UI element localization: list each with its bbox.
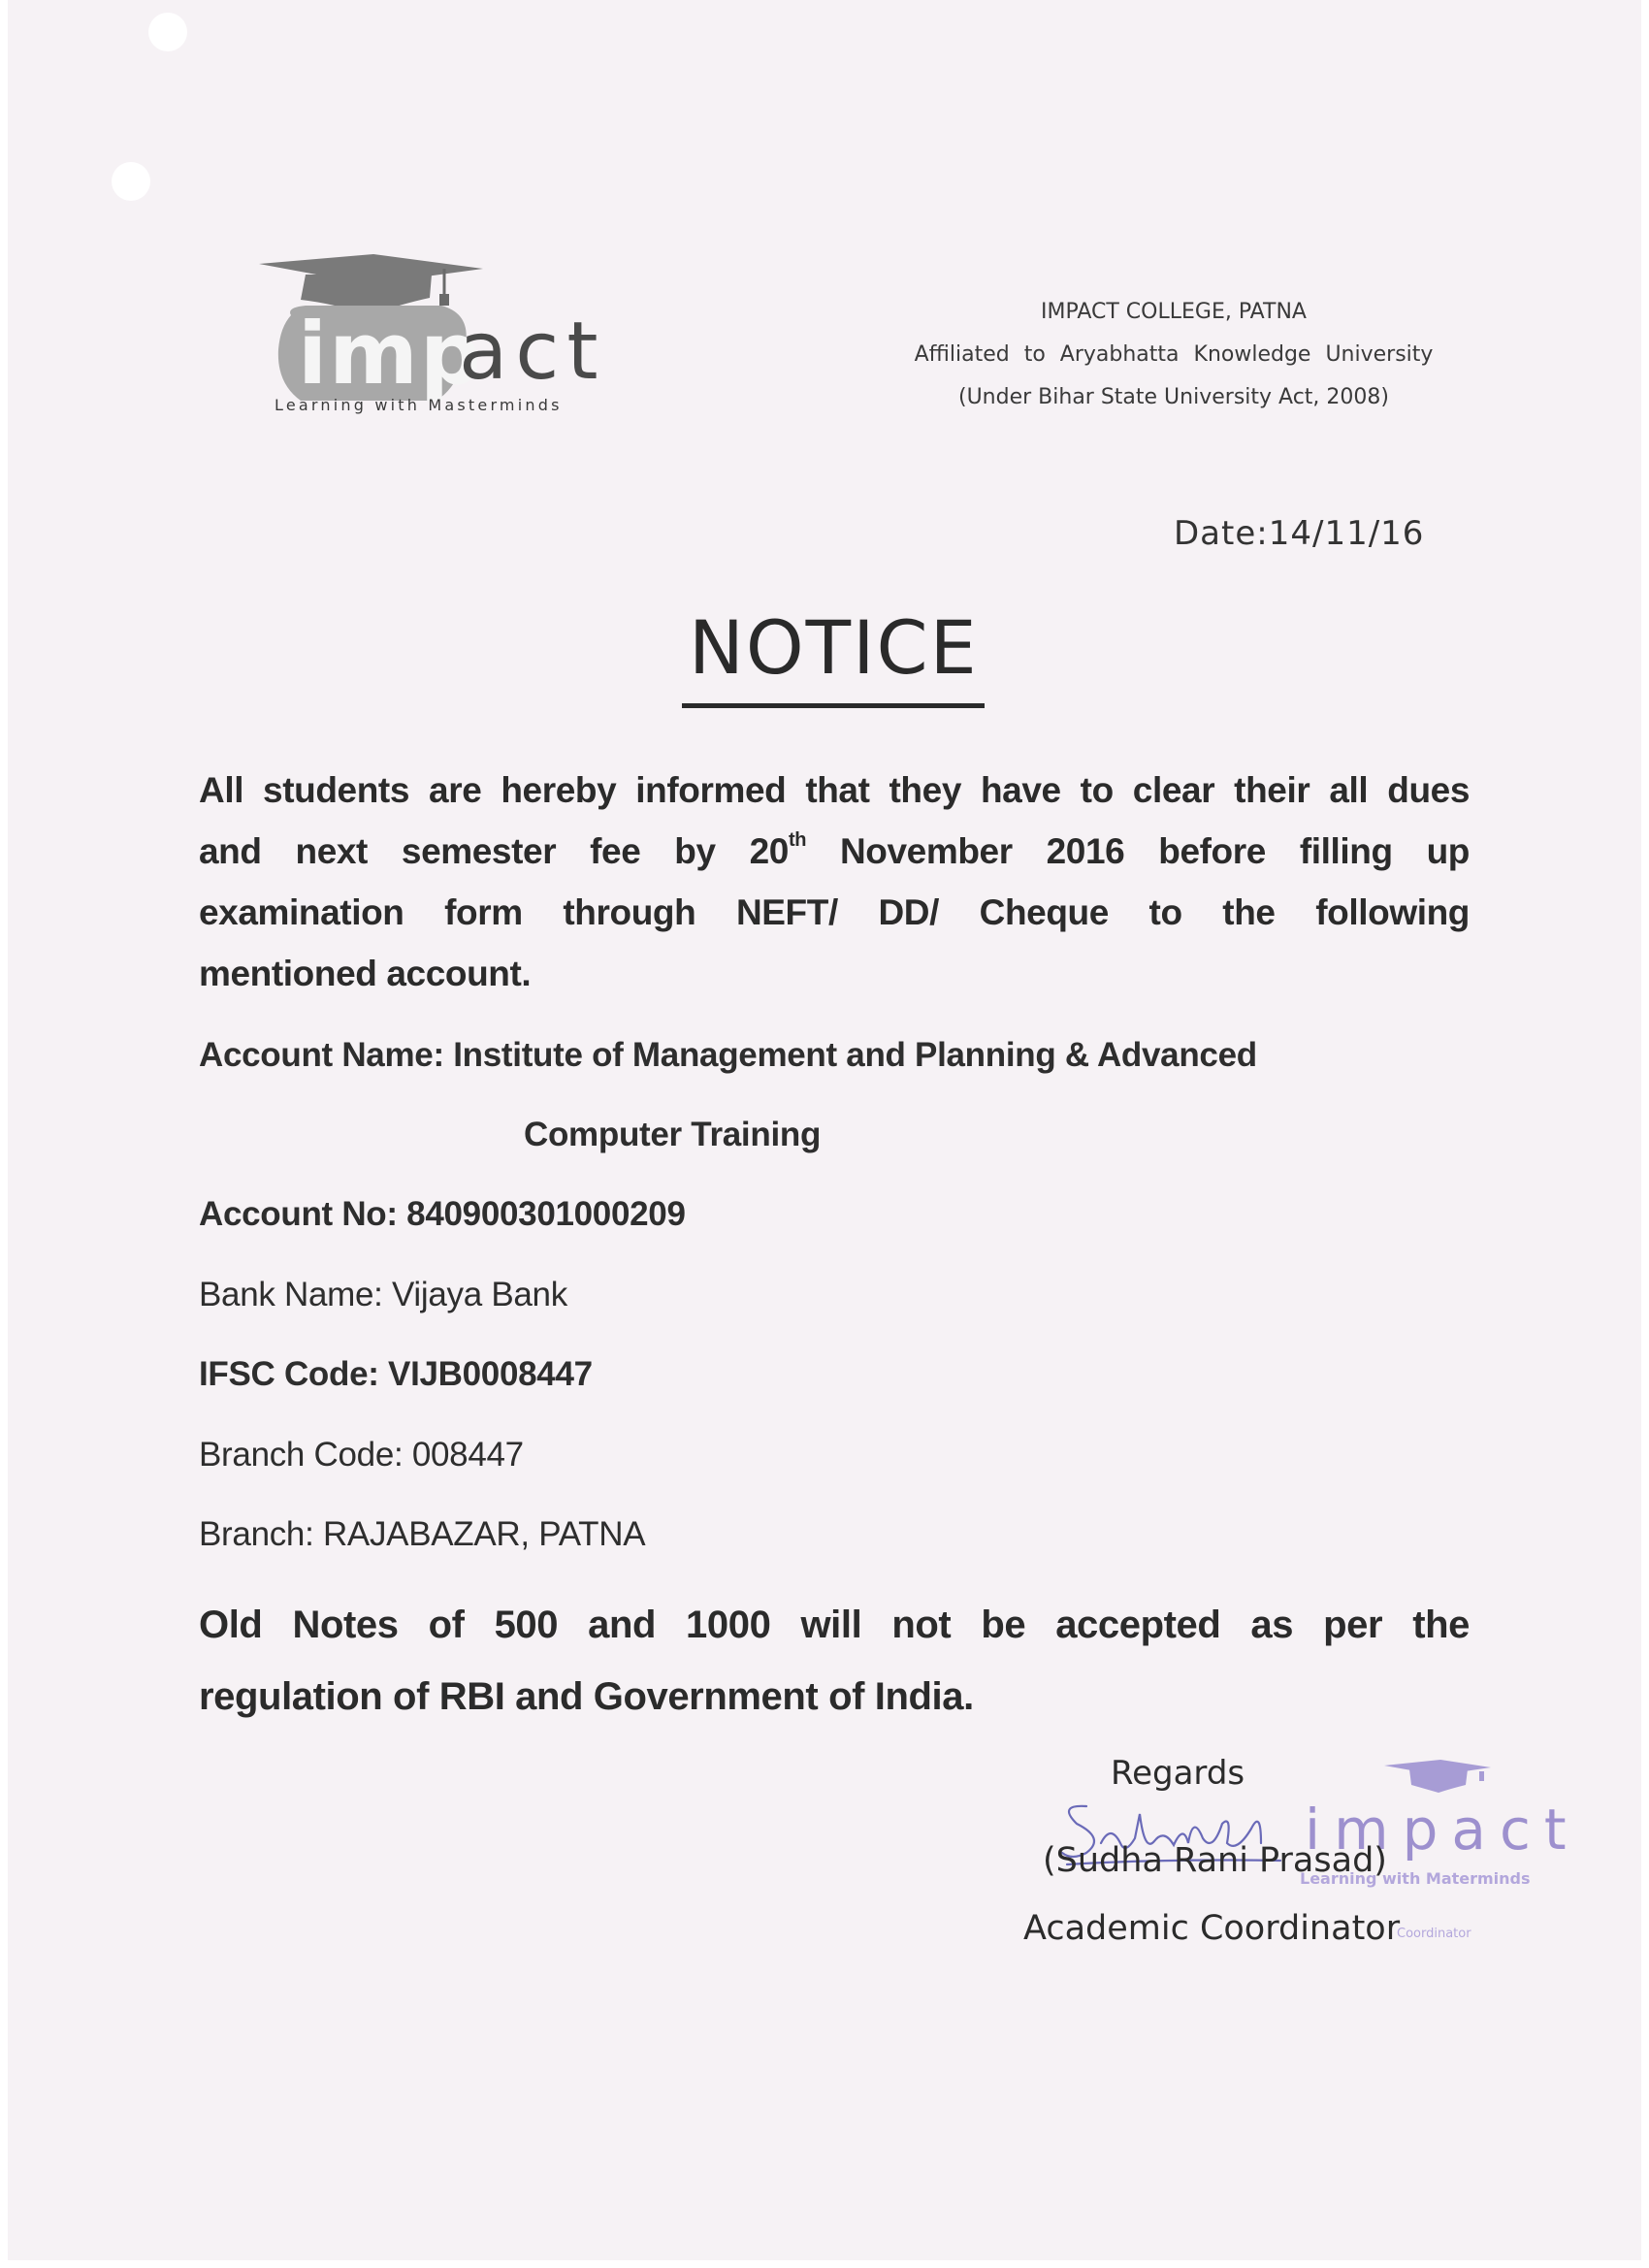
account-number: Account No: 840900301000209	[199, 1195, 686, 1233]
ifsc-code: IFSC Code: VIJB0008447	[199, 1355, 593, 1393]
bank-name: Bank Name: Vijaya Bank	[199, 1276, 567, 1313]
body-line-2-rest: November 2016 before filling up	[806, 831, 1470, 871]
branch-name: Branch: RAJABAZAR, PATNA	[199, 1515, 646, 1553]
notice-title: NOTICE	[689, 604, 979, 691]
logo-tagline: Learning with Masterminds	[275, 396, 563, 414]
regards-text: Regards	[1111, 1754, 1245, 1793]
logo-wordmark-act: act	[459, 306, 606, 398]
signatory-name: (Sudha Rani Prasad)	[1043, 1841, 1387, 1880]
title-underline	[682, 703, 985, 708]
stamp-role: Coordinator	[1397, 1927, 1471, 1941]
logo-wordmark-imp: imp	[298, 304, 483, 403]
graduation-cap-logo-icon	[247, 238, 655, 403]
warning-line-1: Old Notes of 500 and 1000 will not be accepted as per the	[199, 1604, 1470, 1646]
old-notes-warning	[199, 1589, 1470, 1733]
signatory-designation: Academic Coordinator	[1023, 1909, 1401, 1948]
branch-code: Branch Code: 008447	[199, 1436, 524, 1474]
punch-hole-top	[148, 13, 187, 51]
ordinal-suffix: th	[788, 829, 807, 851]
college-affiliation: Affiliated to Aryabhatta Knowledge University	[914, 342, 1434, 367]
college-name: IMPACT COLLEGE, PATNA	[1041, 300, 1307, 324]
punch-hole-bottom	[112, 162, 150, 201]
warning-line-2: regulation of RBI and Government of India.	[199, 1675, 974, 1718]
account-name-value: Institute of Management and Planning & Advanced	[453, 1036, 1257, 1074]
body-line-1: All students are hereby informed that they have to clear their all dues	[199, 770, 1470, 810]
college-header	[854, 291, 1494, 419]
body-line-3: examination form through NEFT/ DD/ Cheque to the following	[199, 892, 1470, 932]
stamp-cap-icon	[1382, 1756, 1499, 1795]
account-name-row	[199, 1036, 1257, 1075]
notice-date: Date:14/11/16	[1174, 514, 1425, 553]
body-line-2-text: and next semester fee by 20	[199, 831, 789, 871]
stamp-wordmark: impact	[1305, 1797, 1580, 1863]
account-name-continued: Computer Training	[524, 1116, 822, 1153]
notice-body	[199, 760, 1470, 1004]
impact-logo	[247, 238, 655, 432]
account-name-label: Account Name:	[199, 1036, 444, 1074]
body-line-4: mentioned account.	[199, 954, 532, 993]
stamp-tagline: Learning with Materminds	[1300, 1869, 1531, 1888]
college-act: (Under Bihar State University Act, 2008)	[958, 385, 1389, 409]
body-line-2	[199, 821, 1470, 882]
